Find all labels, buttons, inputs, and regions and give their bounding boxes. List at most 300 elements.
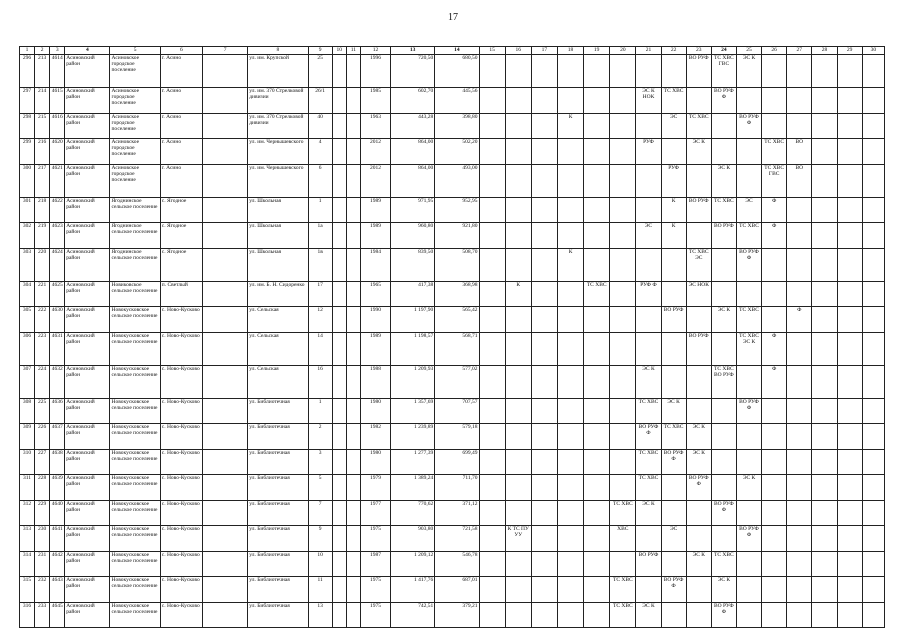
table-cell-col-9: 11 <box>308 577 332 603</box>
table-cell-col-14: 568,71 <box>435 332 479 365</box>
table-cell-col-13: 1 209,93 <box>391 365 435 398</box>
table-cell-col-1: 314 <box>20 551 35 577</box>
table-cell-col-12: 1988 <box>360 365 390 398</box>
table-cell-col-14: 721,58 <box>435 526 479 552</box>
table-cell-col-12: 1984 <box>360 248 390 281</box>
table-cell-col-24 <box>711 475 736 501</box>
table-cell-col-7 <box>203 197 248 223</box>
table-cell-col-25: ТС ХВС <box>736 307 761 333</box>
table-cell-col-1: 309 <box>20 424 35 450</box>
table-cell-col-29 <box>837 551 862 577</box>
table-cell-col-26 <box>762 424 787 450</box>
table-cell-col-29 <box>837 248 862 281</box>
table-cell-col-28 <box>812 602 837 628</box>
table-cell-col-9: 40 <box>308 113 332 139</box>
table-cell-col-22: РУФ <box>661 164 686 197</box>
table-cell-col-16 <box>505 113 531 139</box>
table-cell-col-25: ВО РУФ Ф <box>736 398 761 424</box>
table-cell-col-30 <box>862 577 884 603</box>
table-cell-col-3: 4640 <box>50 500 65 526</box>
table-cell-col-8: ул. Библиотечная <box>248 424 308 450</box>
table-cell-col-16 <box>505 449 531 475</box>
table-cell-col-2: 213 <box>35 55 50 88</box>
table-cell-col-22 <box>661 602 686 628</box>
table-cell-col-3: 4616 <box>50 113 65 139</box>
table-cell-col-20 <box>610 281 636 307</box>
column-header-20: 20 <box>610 47 636 55</box>
table-cell-col-6: с. Ново-Кусково <box>160 449 202 475</box>
table-row <box>20 577 885 603</box>
table-cell-col-24: ТС ХВС ВО РУФ <box>711 365 736 398</box>
table-cell-col-27 <box>787 281 812 307</box>
table-cell-col-22: ТС ХВС <box>661 88 686 114</box>
table-cell-col-23: ЭС К <box>686 449 711 475</box>
table-cell-col-6: п. Светлый <box>160 281 202 307</box>
table-cell-col-19 <box>584 332 610 365</box>
column-header-24: 24 <box>711 47 736 55</box>
table-cell-col-13: 1 209,12 <box>391 551 435 577</box>
table-cell-col-12: 1980 <box>360 449 390 475</box>
table-cell-col-27 <box>787 602 812 628</box>
table-cell-col-19: ТС ХВС <box>584 281 610 307</box>
table-cell-col-26 <box>762 526 787 552</box>
table-cell-col-1: 298 <box>20 113 35 139</box>
table-cell-col-26 <box>762 551 787 577</box>
table-cell-col-28 <box>812 577 837 603</box>
table-cell-col-20 <box>610 475 636 501</box>
column-header-4: 4 <box>65 47 110 55</box>
table-cell-col-26: ТС ХВС <box>762 139 787 165</box>
table-cell-col-18 <box>557 223 583 249</box>
table-cell-col-23 <box>686 602 711 628</box>
table-cell-col-21 <box>636 164 661 197</box>
table-cell-col-20 <box>610 398 636 424</box>
table-cell-col-4: Асиновский район <box>65 475 110 501</box>
table-cell-col-14: 952,95 <box>435 197 479 223</box>
table-cell-col-30 <box>862 449 884 475</box>
table-cell-col-8: ул. им. Крупской <box>248 55 308 88</box>
table-cell-col-28 <box>812 223 837 249</box>
table-cell-col-11 <box>346 551 360 577</box>
table-row <box>20 281 885 307</box>
table-cell-col-6: с. Ново-Кусково <box>160 398 202 424</box>
table-cell-col-19 <box>584 551 610 577</box>
table-cell-col-14: 546,78 <box>435 551 479 577</box>
table-cell-col-10 <box>332 424 346 450</box>
table-cell-col-26 <box>762 248 787 281</box>
table-cell-col-24 <box>711 248 736 281</box>
table-cell-col-2: 230 <box>35 526 50 552</box>
table-cell-col-18: К <box>557 248 583 281</box>
table-cell-col-20: ТС ХВС <box>610 577 636 603</box>
table-cell-col-25: ТС ХВС ЭС К <box>736 332 761 365</box>
table-cell-col-25 <box>736 577 761 603</box>
table-cell-col-7 <box>203 500 248 526</box>
table-cell-col-17 <box>531 307 557 333</box>
table-cell-col-10 <box>332 398 346 424</box>
table-cell-col-15 <box>479 307 505 333</box>
table-cell-col-25: ВО РУФ Ф <box>736 526 761 552</box>
table-cell-col-23: ЭС НОК <box>686 281 711 307</box>
table-cell-col-11 <box>346 223 360 249</box>
table-cell-col-4: Асиновский район <box>65 526 110 552</box>
table-cell-col-18 <box>557 526 583 552</box>
table-cell-col-12: 1989 <box>360 223 390 249</box>
table-cell-col-26 <box>762 449 787 475</box>
table-cell-col-24: ЭС К <box>711 577 736 603</box>
table-cell-col-12: 1975 <box>360 526 390 552</box>
table-cell-col-24 <box>711 332 736 365</box>
table-cell-col-16 <box>505 577 531 603</box>
table-cell-col-23 <box>686 365 711 398</box>
table-cell-col-26: Ф <box>762 197 787 223</box>
table-cell-col-17 <box>531 551 557 577</box>
table-cell-col-6: с. Ново-Кусково <box>160 577 202 603</box>
table-cell-col-22: ВО РУФ Ф <box>661 449 686 475</box>
table-cell-col-4: Асиновский район <box>65 55 110 88</box>
table-cell-col-23: ВО РУФ <box>686 197 711 223</box>
table-cell-col-20 <box>610 113 636 139</box>
table-cell-col-22: ТС ХВС <box>661 424 686 450</box>
table-cell-col-5: Новиковское сельское поселение <box>110 281 160 307</box>
table-cell-col-15 <box>479 449 505 475</box>
table-cell-col-3: 4614 <box>50 55 65 88</box>
table-row <box>20 449 885 475</box>
table-cell-col-7 <box>203 475 248 501</box>
table-cell-col-15 <box>479 332 505 365</box>
table-cell-col-7 <box>203 139 248 165</box>
column-header-19: 19 <box>584 47 610 55</box>
table-cell-col-19 <box>584 223 610 249</box>
table-cell-col-28 <box>812 307 837 333</box>
table-cell-col-30 <box>862 281 884 307</box>
table-cell-col-27 <box>787 577 812 603</box>
table-cell-col-18 <box>557 164 583 197</box>
table-cell-col-12: 1996 <box>360 55 390 88</box>
table-cell-col-16 <box>505 307 531 333</box>
table-cell-col-16 <box>505 55 531 88</box>
table-cell-col-9: 3 <box>308 449 332 475</box>
table-cell-col-19 <box>584 365 610 398</box>
table-cell-col-6: г. Асино <box>160 55 202 88</box>
table-cell-col-19 <box>584 475 610 501</box>
table-cell-col-28 <box>812 139 837 165</box>
table-cell-col-7 <box>203 164 248 197</box>
table-cell-col-24: ВО РУФ <box>711 223 736 249</box>
column-header-3: 3 <box>50 47 65 55</box>
table-cell-col-9: 1 <box>308 398 332 424</box>
table-cell-col-23: ЭС К <box>686 139 711 165</box>
table-cell-col-26 <box>762 113 787 139</box>
table-cell-col-8: ул. Сельская <box>248 365 308 398</box>
table-cell-col-25 <box>736 164 761 197</box>
table-cell-col-13: 720,50 <box>391 55 435 88</box>
table-cell-col-5: Новокусковское сельское поселение <box>110 365 160 398</box>
table-cell-col-12: 1980 <box>360 398 390 424</box>
table-cell-col-10 <box>332 602 346 628</box>
table-cell-col-17 <box>531 577 557 603</box>
table-cell-col-30 <box>862 248 884 281</box>
table-cell-col-30 <box>862 424 884 450</box>
table-cell-col-21 <box>636 577 661 603</box>
table-cell-col-11 <box>346 475 360 501</box>
column-header-5: 5 <box>110 47 160 55</box>
table-cell-col-7 <box>203 113 248 139</box>
table-cell-col-24: ТС ХВС <box>711 197 736 223</box>
column-header-14: 14 <box>435 47 479 55</box>
table-cell-col-29 <box>837 307 862 333</box>
table-cell-col-7 <box>203 449 248 475</box>
table-cell-col-30 <box>862 365 884 398</box>
table-cell-col-30 <box>862 223 884 249</box>
table-cell-col-19 <box>584 139 610 165</box>
table-cell-col-15 <box>479 551 505 577</box>
table-cell-col-9: 26/1 <box>308 88 332 114</box>
table-cell-col-28 <box>812 475 837 501</box>
table-cell-col-28 <box>812 526 837 552</box>
table-cell-col-29 <box>837 602 862 628</box>
table-cell-col-19 <box>584 526 610 552</box>
table-cell-col-5: Новокусковское сельское поселение <box>110 526 160 552</box>
table-cell-col-7 <box>203 398 248 424</box>
table-cell-col-27 <box>787 424 812 450</box>
table-cell-col-2: 233 <box>35 602 50 628</box>
table-cell-col-12: 1965 <box>360 281 390 307</box>
table-cell-col-21: ЭС <box>636 223 661 249</box>
table-cell-col-30 <box>862 197 884 223</box>
table-cell-col-1: 313 <box>20 526 35 552</box>
table-cell-col-24 <box>711 449 736 475</box>
table-cell-col-26: Ф <box>762 332 787 365</box>
column-header-13: 13 <box>391 47 435 55</box>
table-cell-col-18 <box>557 577 583 603</box>
table-row <box>20 500 885 526</box>
table-cell-col-19 <box>584 248 610 281</box>
table-cell-col-10 <box>332 248 346 281</box>
table-cell-col-11 <box>346 307 360 333</box>
table-cell-col-25 <box>736 88 761 114</box>
table-cell-col-27: ВО <box>787 164 812 197</box>
column-header-10: 10 <box>332 47 346 55</box>
table-cell-col-14: 699,49 <box>435 449 479 475</box>
table-row <box>20 526 885 552</box>
column-header-8: 8 <box>248 47 308 55</box>
table-cell-col-30 <box>862 602 884 628</box>
table-cell-col-3: 4639 <box>50 475 65 501</box>
table-cell-col-12: 1985 <box>360 88 390 114</box>
table-cell-col-27 <box>787 475 812 501</box>
table-cell-col-3: 4630 <box>50 307 65 333</box>
table-cell-col-13: 770,62 <box>391 500 435 526</box>
table-cell-col-9: 13 <box>308 602 332 628</box>
table-cell-col-8: ул. Сельская <box>248 332 308 365</box>
table-cell-col-5: Новокусковское сельское поселение <box>110 500 160 526</box>
table-cell-col-20 <box>610 197 636 223</box>
table-cell-col-18 <box>557 424 583 450</box>
table-cell-col-4: Асиновский район <box>65 551 110 577</box>
table-cell-col-27 <box>787 526 812 552</box>
table-cell-col-25 <box>736 139 761 165</box>
table-row <box>20 223 885 249</box>
table-cell-col-2: 219 <box>35 223 50 249</box>
page-number: 17 <box>448 12 458 23</box>
table-cell-col-15 <box>479 475 505 501</box>
table-cell-col-23 <box>686 500 711 526</box>
table-cell-col-23: ВО РУФ <box>686 332 711 365</box>
table-cell-col-13: 1 277,39 <box>391 449 435 475</box>
table-cell-col-1: 307 <box>20 365 35 398</box>
table-cell-col-29 <box>837 500 862 526</box>
table-cell-col-26 <box>762 475 787 501</box>
table-cell-col-5: Новокусковское сельское поселение <box>110 577 160 603</box>
table-cell-col-12: 1979 <box>360 475 390 501</box>
table-cell-col-12: 2012 <box>360 164 390 197</box>
table-cell-col-5: Новокусковское сельское поселение <box>110 398 160 424</box>
table-cell-col-20 <box>610 139 636 165</box>
table-cell-col-21: ТС ХВС <box>636 398 661 424</box>
table-cell-col-30 <box>862 551 884 577</box>
table-row <box>20 164 885 197</box>
table-cell-col-16: К <box>505 281 531 307</box>
table-cell-col-5: Новокусковское сельское поселение <box>110 307 160 333</box>
table-cell-col-16 <box>505 88 531 114</box>
table-cell-col-5: Новокусковское сельское поселение <box>110 332 160 365</box>
table-cell-col-27 <box>787 332 812 365</box>
table-cell-col-30 <box>862 332 884 365</box>
table-cell-col-18 <box>557 449 583 475</box>
table-cell-col-7 <box>203 223 248 249</box>
table-cell-col-20 <box>610 424 636 450</box>
column-header-9: 9 <box>308 47 332 55</box>
table-cell-col-23 <box>686 526 711 552</box>
table-cell-col-15 <box>479 164 505 197</box>
table-cell-col-21 <box>636 55 661 88</box>
table-cell-col-18 <box>557 500 583 526</box>
table-cell-col-2: 223 <box>35 332 50 365</box>
column-header-29: 29 <box>837 47 862 55</box>
table-cell-col-25: ЭС К <box>736 55 761 88</box>
table-cell-col-1: 303 <box>20 248 35 281</box>
table-cell-col-19 <box>584 577 610 603</box>
table-cell-col-25 <box>736 281 761 307</box>
table-cell-col-29 <box>837 197 862 223</box>
table-cell-col-10 <box>332 307 346 333</box>
table-cell-col-12: 2012 <box>360 139 390 165</box>
table-cell-col-13: 417,38 <box>391 281 435 307</box>
table-cell-col-18: К <box>557 113 583 139</box>
table-cell-col-4: Асиновский район <box>65 365 110 398</box>
table-cell-col-24: ТС ХВС ГВС <box>711 55 736 88</box>
table-cell-col-19 <box>584 424 610 450</box>
table-cell-col-18 <box>557 602 583 628</box>
table-cell-col-29 <box>837 577 862 603</box>
table-cell-col-14: 565,42 <box>435 307 479 333</box>
table-cell-col-1: 312 <box>20 500 35 526</box>
table-cell-col-1: 297 <box>20 88 35 114</box>
table-cell-col-18 <box>557 197 583 223</box>
table-cell-col-24: ЭС К <box>711 164 736 197</box>
table-cell-col-2: 232 <box>35 577 50 603</box>
table-cell-col-10 <box>332 365 346 398</box>
table-cell-col-22: ВО РУФ <box>661 307 686 333</box>
table-cell-col-3: 4632 <box>50 365 65 398</box>
table-cell-col-1: 301 <box>20 197 35 223</box>
column-header-27: 27 <box>787 47 812 55</box>
table-cell-col-21: ТС ХВС <box>636 475 661 501</box>
table-cell-col-28 <box>812 164 837 197</box>
table-cell-col-25: ВО РУФ Ф <box>736 113 761 139</box>
table-cell-col-25 <box>736 500 761 526</box>
table-cell-col-13: 971,95 <box>391 197 435 223</box>
table-cell-col-10 <box>332 139 346 165</box>
column-header-22: 22 <box>661 47 686 55</box>
table-cell-col-7 <box>203 602 248 628</box>
table-cell-col-3: 4637 <box>50 424 65 450</box>
table-cell-col-14: 493,00 <box>435 164 479 197</box>
table-cell-col-29 <box>837 365 862 398</box>
column-header-2: 2 <box>35 47 50 55</box>
table-cell-col-23: ТС ХВС <box>686 113 711 139</box>
column-header-25: 25 <box>736 47 761 55</box>
table-cell-col-25 <box>736 449 761 475</box>
table-cell-col-24: ВО РУФ Ф <box>711 500 736 526</box>
column-header-11: 11 <box>346 47 360 55</box>
table-cell-col-6: г. Асино <box>160 88 202 114</box>
table-cell-col-11 <box>346 139 360 165</box>
table-cell-col-13: 1 357,69 <box>391 398 435 424</box>
table-cell-col-19 <box>584 164 610 197</box>
table-cell-col-4: Асиновский район <box>65 248 110 281</box>
table-row <box>20 332 885 365</box>
table-cell-col-9: 5 <box>308 475 332 501</box>
table-cell-col-29 <box>837 332 862 365</box>
table-cell-col-25: ЭС <box>736 197 761 223</box>
table-cell-col-24 <box>711 113 736 139</box>
table-cell-col-13: 742,51 <box>391 602 435 628</box>
table-cell-col-13: 1 389,24 <box>391 475 435 501</box>
table-cell-col-11 <box>346 424 360 450</box>
table-cell-col-16 <box>505 139 531 165</box>
table-cell-col-2: 214 <box>35 88 50 114</box>
table-row <box>20 88 885 114</box>
table-cell-col-17 <box>531 164 557 197</box>
table-cell-col-23 <box>686 398 711 424</box>
table-cell-col-21 <box>636 113 661 139</box>
table-cell-col-17 <box>531 526 557 552</box>
table-cell-col-25: ЭС К <box>736 475 761 501</box>
table-cell-col-7 <box>203 424 248 450</box>
table-cell-col-7 <box>203 307 248 333</box>
table-cell-col-16 <box>505 602 531 628</box>
table-cell-col-14: 508,70 <box>435 248 479 281</box>
table-cell-col-10 <box>332 197 346 223</box>
table-cell-col-2: 217 <box>35 164 50 197</box>
table-cell-col-21: ТС ХВС <box>636 449 661 475</box>
table-cell-col-13: 903,80 <box>391 526 435 552</box>
column-header-7: 7 <box>203 47 248 55</box>
table-cell-col-5: Асиновское городское поселение <box>110 164 160 197</box>
table-cell-col-2: 225 <box>35 398 50 424</box>
table-cell-col-21: ВО РУФ Ф <box>636 424 661 450</box>
table-cell-col-28 <box>812 248 837 281</box>
column-header-23: 23 <box>686 47 711 55</box>
table-cell-col-22: ВО РУФ Ф <box>661 577 686 603</box>
table-cell-col-17 <box>531 398 557 424</box>
table-cell-col-2: 229 <box>35 500 50 526</box>
table-cell-col-27: Ф <box>787 307 812 333</box>
table-cell-col-28 <box>812 88 837 114</box>
table-cell-col-1: 302 <box>20 223 35 249</box>
